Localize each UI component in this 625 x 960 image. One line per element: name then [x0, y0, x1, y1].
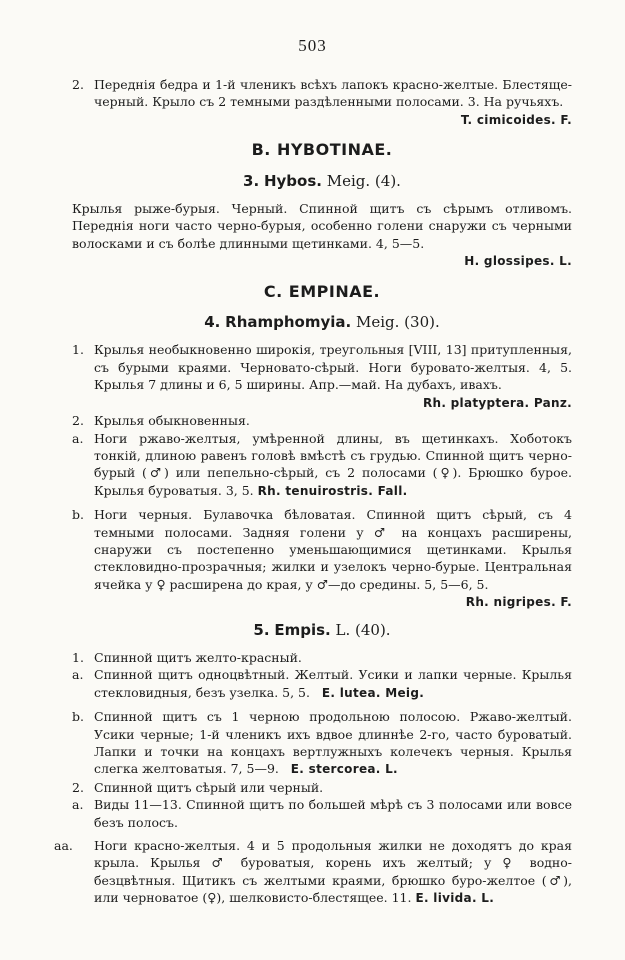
species-name: Rh. platyptera. Panz.: [422, 395, 572, 410]
entry-text: Виды 11—13. Спинной щитъ по большей мѣрѣ съ 3 полосами или вовсе безъ полосъ.: [94, 797, 572, 830]
entry-text: Крылья необыкновенно широкія, треугольныя [VIII, 13] притупленныя, съ бурыми краями. Черновато-сѣрый. Ноги буровато-желтыя. 4, 5. Крылья 7 длины и 6, 5 ширины. Апр.—май. На дубахъ, ивахъ.: [94, 342, 572, 393]
key-entry: [72, 76, 572, 129]
genus-author: Meig. (30).: [356, 313, 440, 332]
species-name: E. stercorea. L.: [290, 762, 398, 777]
entry-key: b.: [72, 709, 84, 725]
entry-key: 1.: [72, 649, 84, 665]
genus-name: Empis.: [274, 620, 331, 639]
entry-text: Ноги красно-желтыя. 4 и 5 продольныя жилки не доходятъ до края крыла. Крылья ♂ буроватыя, корень ихъ желтый; у ♀ водно-безцвѣтныя. Щитикъ съ желтыми краями, брюшко буро-желтое (♂), или черноватое (♀), шелковисто-блестящее. 11.: [94, 838, 572, 906]
genus-description: [72, 200, 572, 271]
entry-text: Крылья обыкновенныя.: [94, 413, 250, 429]
entry-text: Спинной щитъ съ 1 черною продольною полосою. Ржаво-желтый. Усики черные; 1-й членикъ ихъ вдвое длиннѣе 2-го, часто буроватый. Лапки и точки на концахъ вертлужныхъ колечекъ черныя. Крылья слегка желтоватыя. 7, 5—9.: [94, 709, 572, 777]
entry-key: a.: [72, 667, 84, 683]
genus-number: 3.: [243, 171, 260, 190]
entry-text: Переднія бедра и 1-й членикъ всѣхъ лапокъ красно-желтые. Блестяще-черный. Крыло съ 2 темными раздѣленными полосами. 3. На ручьяхъ.: [94, 77, 572, 110]
key-entry: [72, 708, 572, 779]
key-entry: [72, 649, 572, 666]
species-name: E. lutea. Meig.: [321, 685, 425, 700]
species-name: H. glossipes. L.: [464, 254, 572, 269]
entry-text: Ноги черныя. Булавочка бѣловатая. Спинной щитъ сѣрый, съ 4 темными полосами. Задняя голени у ♂ на концахъ расширены, снаружи съ постепенно уменьшающимися щетинками. Крылья стекловидно-прозрачныя; жилки и узелокъ черно-бурые. Центральная ячейка у ♀ расширена до края, у ♂—до средины. 5, 5—6, 5.: [94, 507, 572, 592]
page-number: 503: [298, 36, 327, 55]
key-entry: [72, 412, 572, 429]
entry-key: 2.: [72, 77, 84, 92]
entry-key: 1.: [72, 342, 84, 358]
key-entry: [54, 837, 572, 908]
species-name: E. livida. L.: [415, 891, 495, 906]
species-name: Rh. nigripes. F.: [465, 595, 572, 610]
key-entry: [72, 796, 572, 831]
entry-key: b.: [72, 507, 84, 523]
genus-author: L. (40).: [335, 620, 391, 639]
entry-key: 2.: [72, 413, 84, 429]
key-entry: [72, 341, 572, 412]
entry-key: aa.: [54, 838, 73, 854]
genus-number: 5.: [253, 620, 270, 639]
genus-heading: [72, 314, 572, 331]
entry-key: 2.: [72, 779, 84, 795]
page-content: [54, 76, 572, 908]
key-entry: [72, 666, 572, 702]
genus-author: Meig. (4).: [326, 171, 401, 190]
key-entry: [72, 779, 572, 796]
subfamily-heading: C. EMPINAE.: [263, 281, 381, 301]
subfamily-heading: B. HYBOTINAE.: [251, 140, 393, 160]
description-text: Крылья рыже-бурыя. Черный. Спинной щитъ съ сѣрымъ отливомъ. Переднія ноги часто черно-бурыя, особенно голени снаружи съ черными волосками и съ болѣе длинными щетинками. 4, 5—5.: [72, 201, 572, 251]
genus-name: Hybos.: [263, 171, 322, 190]
genus-number: 4.: [204, 313, 221, 332]
genus-heading: [72, 173, 572, 190]
entry-key: a.: [72, 797, 84, 813]
entry-text: Спинной щитъ сѣрый или черный.: [94, 779, 324, 795]
genus-heading: [72, 622, 572, 639]
species-name: Rh. tenuirostris. Fall.: [257, 483, 408, 498]
key-entry: [72, 506, 572, 611]
key-entry: [72, 430, 572, 501]
entry-text: Спинной щитъ одноцвѣтный. Желтый. Усики и лапки черные. Крылья стекловидныя, безъ узелка. 5, 5.: [94, 667, 572, 700]
genus-name: Rhamphomyia.: [225, 313, 352, 332]
entry-text: Ноги ржаво-желтыя, умѣренной длины, въ щетинкахъ. Хоботокъ тонкій, длиною равенъ головѣ вмѣстѣ съ грудью. Спинной щитъ черно-бурый (♂) или пепельно-сѣрый, съ 2 полосами (♀). Брюшко бурое. Крылья буроватыя. 3, 5.: [94, 430, 572, 498]
entry-key: a.: [72, 430, 84, 446]
entry-text: Спинной щитъ желто-красный.: [94, 649, 302, 665]
species-name: T. cimicoides. F.: [460, 112, 572, 127]
